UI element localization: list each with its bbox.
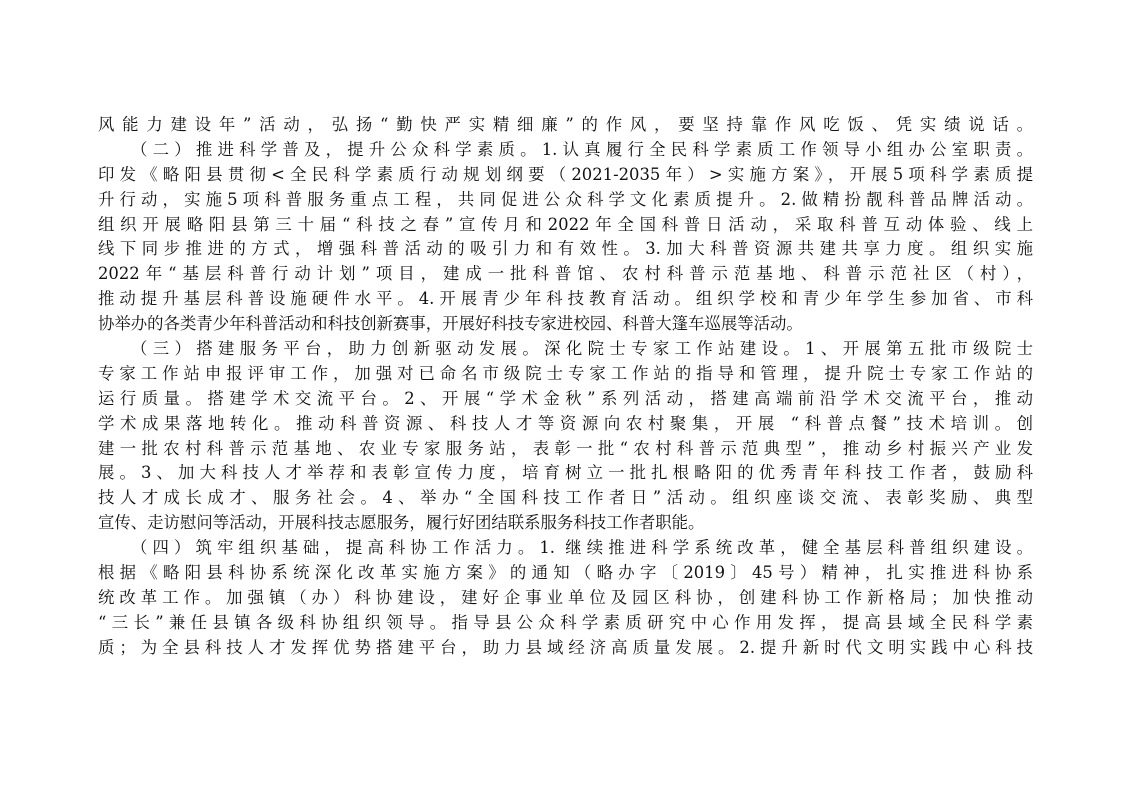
text-line: 展。3、加大科技人才举荐和表彰宣传力度，培育树立一批扎根略阳的优秀青年科技工作者，鼓励科 <box>98 463 1033 483</box>
text-line: 印发《略阳县贯彻<全民科学素质行动规划纲要（2021-2035年）>实施方案》，开展5项科学素质提 <box>98 164 1033 184</box>
paragraph-heading-3: （三）搭建服务平台，助力创新驱动发展。深化院士专家工作站建设。1、开展第五批市级院士 <box>131 339 1033 359</box>
text-line: 升行动，实施5项科普服务重点工程，共同促进公众科学文化素质提升。2.做精扮靓科普品牌活动。 <box>98 189 1033 209</box>
text-line: 统改革工作。加强镇（办）科协建设，建好企事业单位及园区科协，创建科协工作新格局；加快推动 <box>98 587 1033 607</box>
text-line: 运行质量。搭建学术交流平台。2、开展“学术金秋”系列活动，搭建高端前沿学术交流平台，推动 <box>98 388 1033 408</box>
text-line: 组织开展略阳县第三十届“科技之春”宣传月和2022年全国科普日活动，采取科普互动体验、线上 <box>98 214 1033 234</box>
text-line: 专家工作站申报评审工作，加强对已命名市级院士专家工作站的指导和管理，提升院士专家工作站的 <box>98 363 1033 383</box>
text-line: 2022年“基层科普行动计划”项目，建成一批科普馆、农村科普示范基地、科普示范社区（村）， <box>98 264 1033 284</box>
text-line: 协举办的各类青少年科普活动和科技创新赛事，开展好科技专家进校园、科普大篷车巡展等活动。 <box>98 314 803 334</box>
text-line: 宣传、走访慰问等活动，开展科技志愿服务，履行好团结联系服务科技工作者职能。 <box>98 513 705 533</box>
text-line: 技人才成长成才、服务社会。4、举办“全国科技工作者日”活动。组织座谈交流、表彰奖励、典型 <box>98 488 1033 508</box>
text-line: 根据《略阳县科协系统深化改革实施方案》的通知（略办字〔2019〕45号）精神，扎实推进科协系 <box>98 563 1033 583</box>
text-line: 学术成果落地转化。推动科普资源、科技人才等资源向农村聚集，开展 “科普点餐”技术培训。创 <box>98 413 1033 433</box>
text-line: “三长”兼任县镇各级科协组织领导。指导县公众科学素质研究中心作用发挥，提高县域全民科学素 <box>98 612 1033 632</box>
text-line: 质；为全县科技人才发挥优势搭建平台，助力县域经济高质量发展。2.提升新时代文明实践中心科技 <box>98 637 1033 657</box>
text-line: 建一批农村科普示范基地、农业专家服务站，表彰一批“农村科普示范典型”，推动乡村振兴产业发 <box>98 438 1033 458</box>
paragraph-heading-4: （四）筑牢组织基础，提高科协工作活力。1. 继续推进科学系统改革，健全基层科普组织建设。 <box>131 538 1033 558</box>
text-line: 推动提升基层科普设施硬件水平。4.开展青少年科技教育活动。组织学校和青少年学生参加省、市科 <box>98 289 1033 309</box>
text-line: 线下同步推进的方式，增强科普活动的吸引力和有效性。3.加大科普资源共建共享力度。组织实施 <box>98 239 1033 259</box>
text-line: 风能力建设年”活动，弘扬“勤快严实精细廉”的作风，要坚持靠作风吃饭、凭实绩说话。 <box>98 115 1033 134</box>
paragraph-heading-2: （二）推进科学普及，提升公众科学素质。1.认真履行全民科学素质工作领导小组办公室职责。 <box>131 139 1033 159</box>
body-text <box>98 113 1033 661</box>
